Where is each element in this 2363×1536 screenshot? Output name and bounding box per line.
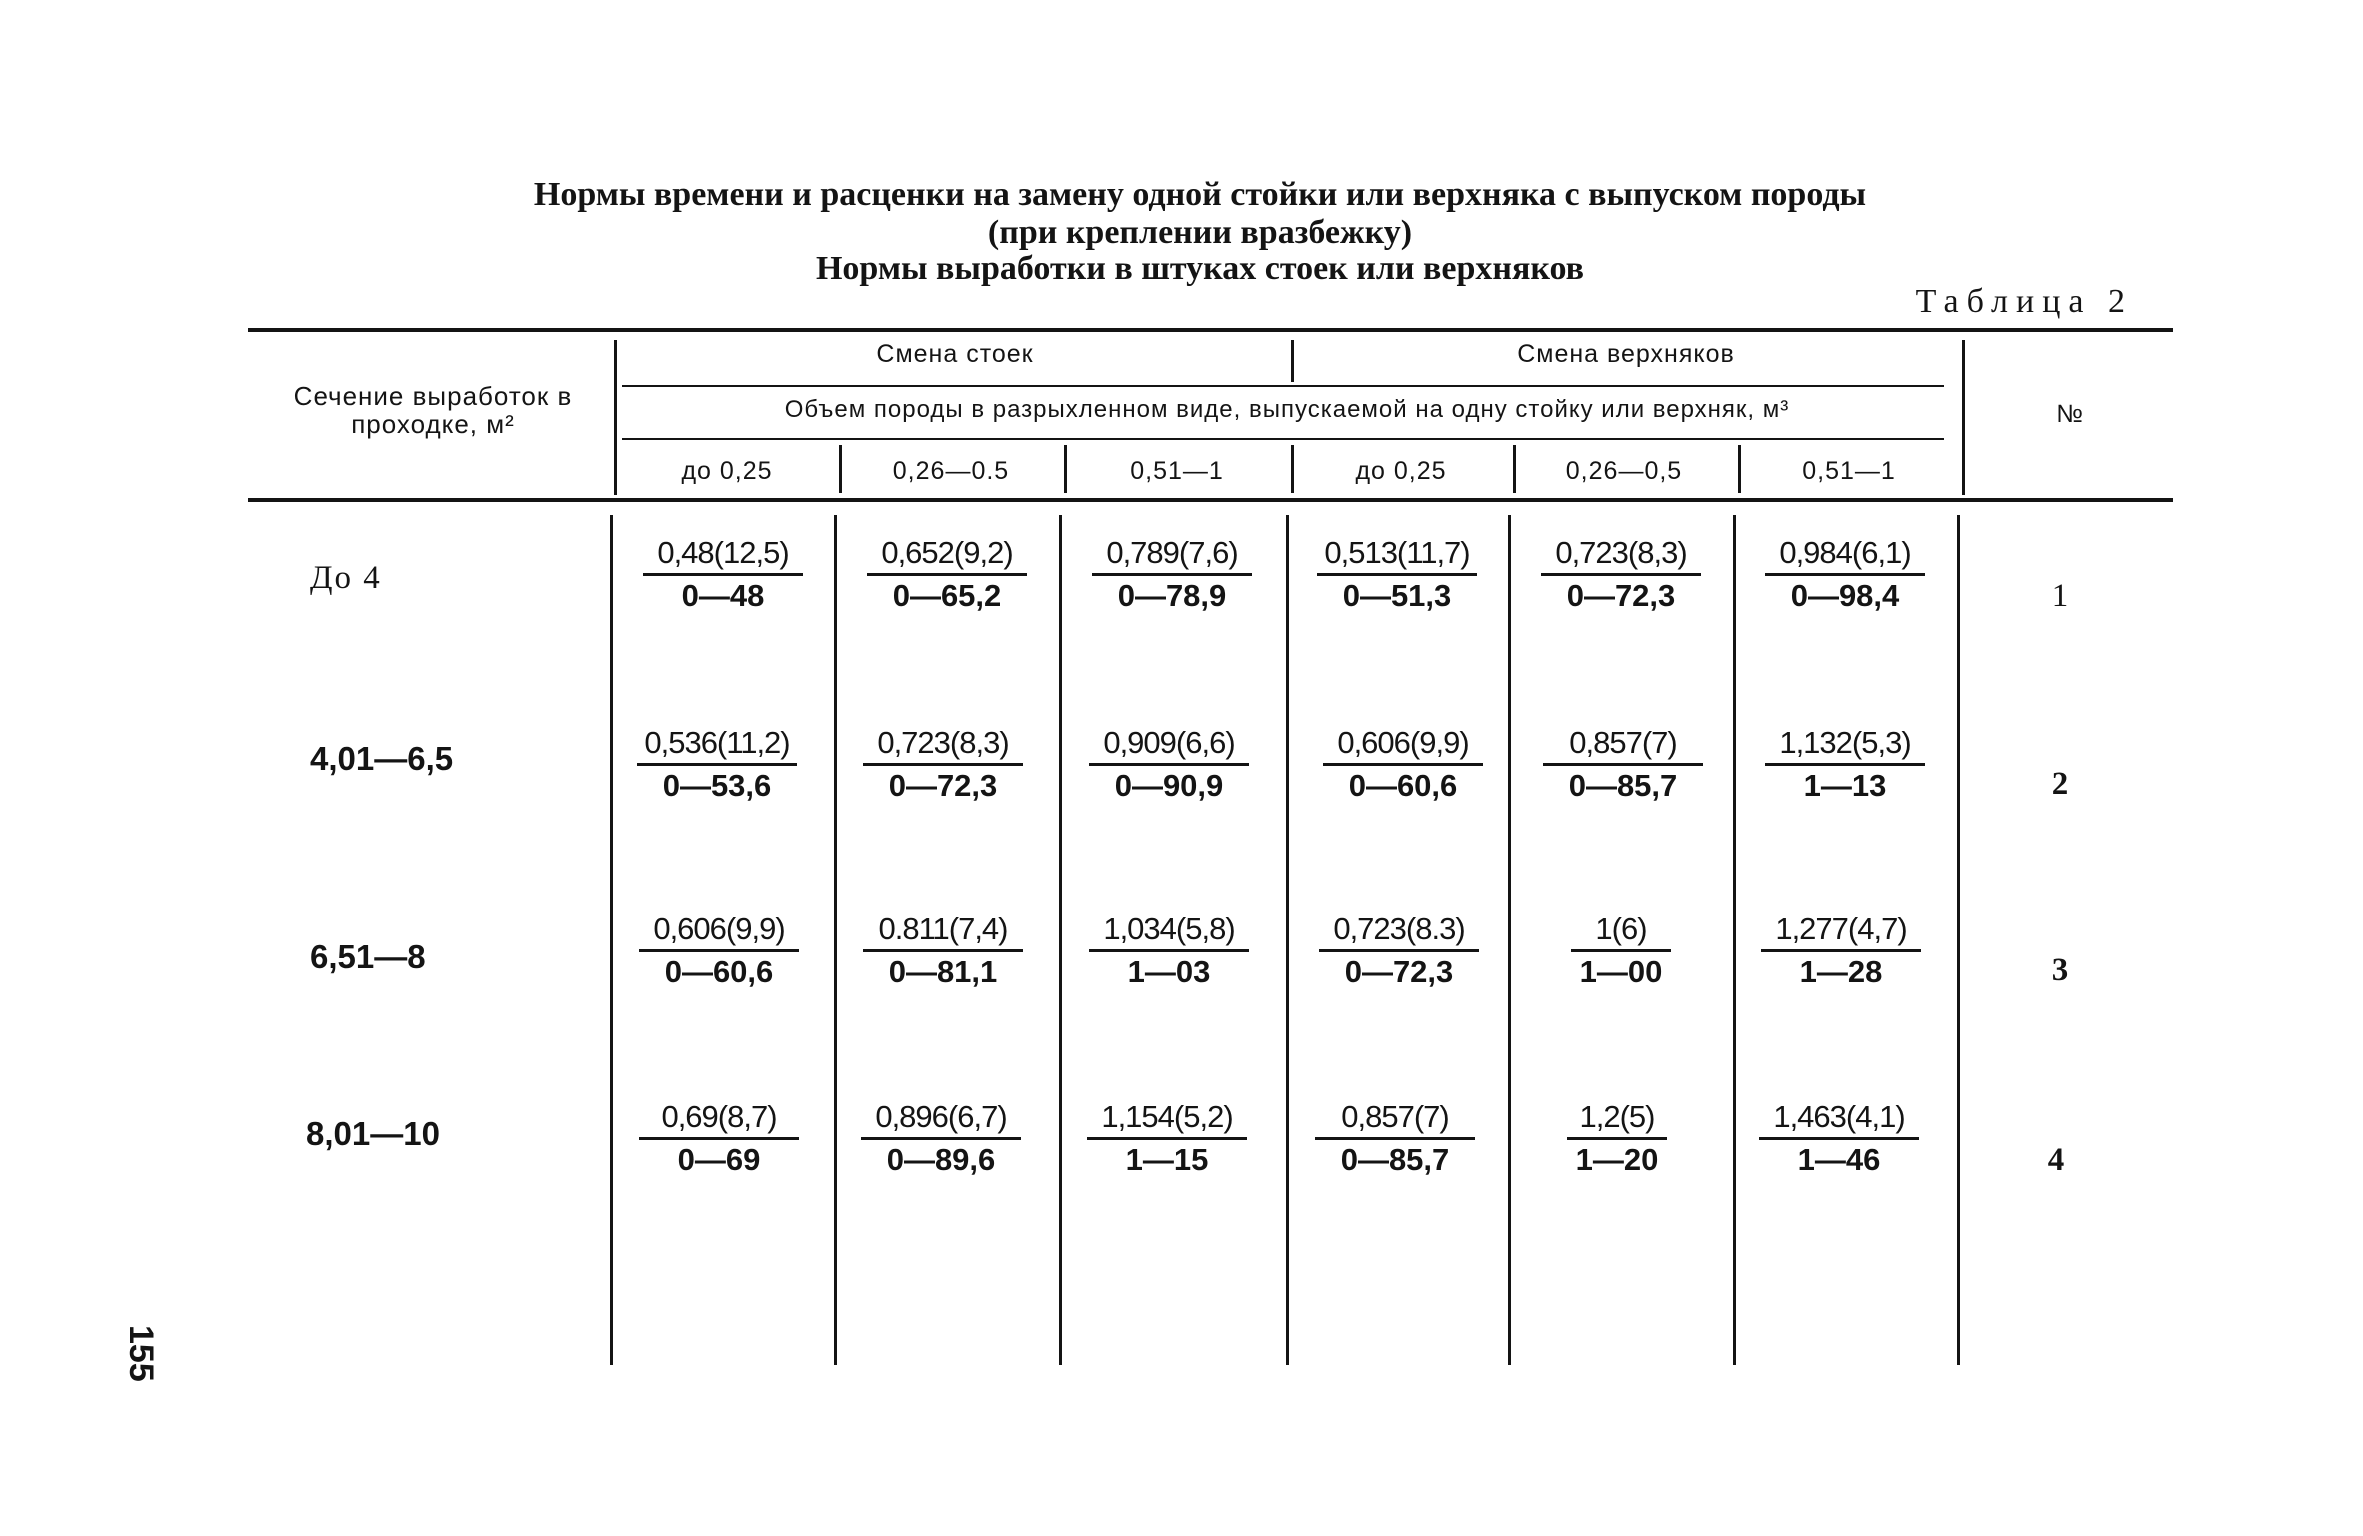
cell-rate: 0—65,2 [892,578,1002,613]
table-cell [632,724,802,804]
subcol-divider-3-header [1291,445,1294,493]
row-number: 1 [2051,578,2069,614]
table-cell [862,534,1032,614]
table-cell [858,910,1028,990]
table-title-line-1: Нормы времени и расценки на замену одной стойки или верхняка с выпуском породы [533,176,1867,213]
fraction-bar [1087,1137,1247,1140]
cell-rate: 0—90,9 [1114,768,1224,803]
table-cell [1318,724,1488,804]
cell-time-norm: 0,857(7) [1569,725,1677,760]
table-cell [1756,910,1926,990]
table-cell [1087,534,1257,614]
table-cell [1084,724,1254,804]
fraction-bar [1543,763,1703,766]
col-divider-right-header [1962,340,1965,495]
cell-time-norm: 0.811(7,4) [878,911,1008,946]
col-divider-5-body [1508,515,1511,1365]
table-cell [1082,1098,1252,1178]
cell-time-norm: 0,652(9,2) [881,535,1013,570]
col-divider-2-body [834,515,837,1365]
row-label: До 4 [310,560,382,596]
fraction-bar [1315,1137,1475,1140]
subcol-divider-4-header [1513,445,1516,493]
col-divider-7-body [1957,515,1960,1365]
cell-time-norm: 0,723(8,3) [877,725,1009,760]
cell-rate: 0—53,6 [662,768,772,803]
table-cell [638,534,808,614]
fraction-bar [1089,763,1249,766]
cell-rate: 0—98,4 [1790,578,1900,613]
row-number: 2 [2051,766,2069,802]
table-top-rule [248,328,2173,332]
cell-time-norm: 1,132(5,3) [1779,725,1911,760]
cell-rate: 0—78,9 [1117,578,1227,613]
fraction-bar [1759,1137,1919,1140]
row-number: 4 [2047,1142,2065,1178]
cell-time-norm: 0,606(9,9) [1337,725,1469,760]
fraction-bar [1567,1137,1667,1140]
cell-rate: 0—72,3 [1344,954,1454,989]
cell-rate: 0—89,6 [886,1142,996,1177]
table-cell [634,910,804,990]
row-label: 4,01—6,5 [310,740,454,777]
cell-rate: 0—72,3 [1566,578,1676,613]
cell-time-norm: 0,857(7) [1341,1099,1449,1134]
fraction-bar [1761,949,1921,952]
header-group-stoek: Смена стоек [876,340,1034,368]
fraction-bar [1571,949,1671,952]
cell-time-norm: 1,2(5) [1579,1099,1655,1134]
fraction-bar [639,1137,799,1140]
cell-rate: 0—81,1 [888,954,998,989]
cell-rate: 0—51,3 [1342,578,1452,613]
header-volume: Объем породы в разрыхленном виде, выпускаемой на одну стойку или верхняк, м³ [784,396,1790,423]
subcol-header: до 0,25 [681,457,773,485]
cell-rate: 1—46 [1797,1142,1881,1177]
cell-time-norm: 0,723(8,3) [1555,535,1687,570]
cell-time-norm: 0,536(11,2) [644,725,790,760]
table-cell [1084,910,1254,990]
subcol-header: 0,51—1 [1130,457,1224,485]
table-cell [1312,534,1482,614]
cell-time-norm: 1,463(4,1) [1773,1099,1905,1134]
fraction-bar [1765,763,1925,766]
cell-time-norm: 0,69(8,7) [661,1099,777,1134]
subcol-header: 0,26—0.5 [892,457,1010,485]
table-cell [858,724,1028,804]
col-divider-6-body [1733,515,1736,1365]
row-label: 6,51—8 [310,938,426,975]
group-divider-header [1291,340,1294,382]
cell-rate: 0—72,3 [888,768,998,803]
table-cell [1754,1098,1924,1178]
page-number: 155 [122,1325,160,1382]
cell-time-norm: 0,48(12,5) [657,535,789,570]
fraction-bar [863,949,1023,952]
cell-time-norm: 0,513(11,7) [1324,535,1470,570]
cell-time-norm: 0,984(6,1) [1779,535,1911,570]
table-cell [634,1098,804,1178]
table-cell [1760,534,1930,614]
subcol-divider-2-header [1064,445,1067,493]
fraction-bar [1323,763,1483,766]
cell-time-norm: 1(6) [1595,911,1647,946]
cell-time-norm: 1,277(4,7) [1775,911,1907,946]
fraction-bar [867,573,1027,576]
fraction-bar [1089,949,1249,952]
cell-rate: 0—48 [681,578,765,613]
cell-rate: 1—15 [1125,1142,1209,1177]
col-divider-3-body [1059,515,1062,1365]
subcol-header: до 0,25 [1355,457,1447,485]
fraction-bar [1319,949,1479,952]
fraction-bar [1765,573,1925,576]
cell-time-norm: 0,723(8.3) [1333,911,1465,946]
cell-time-norm: 1,034(5,8) [1103,911,1235,946]
table-cell [1760,724,1930,804]
header-num-column: № [2056,400,2084,428]
fraction-bar [639,949,799,952]
cell-rate: 1—13 [1803,768,1887,803]
cell-time-norm: 0,909(6,6) [1103,725,1235,760]
cell-rate: 0—60,6 [1348,768,1458,803]
cell-rate: 0—85,7 [1340,1142,1450,1177]
table-cell [1310,1098,1480,1178]
table-cell [856,1098,1026,1178]
fraction-bar [1317,573,1477,576]
subcol-header: 0,51—1 [1802,457,1896,485]
fraction-bar [1092,573,1252,576]
cell-rate: 1—20 [1575,1142,1659,1177]
table-cell [1532,1098,1702,1178]
header-group-verkhnyakov: Смена верхняков [1517,340,1735,368]
cell-rate: 0—60,6 [664,954,774,989]
table-cell [1314,910,1484,990]
row-number: 3 [2051,952,2069,988]
cell-time-norm: 0,789(7,6) [1106,535,1238,570]
cell-time-norm: 1,154(5,2) [1101,1099,1233,1134]
fraction-bar [1541,573,1701,576]
col-divider-4-body [1286,515,1289,1365]
fraction-bar [861,1137,1021,1140]
cell-rate: 1—00 [1579,954,1663,989]
header-bottom-rule [248,498,2173,502]
cell-rate: 0—85,7 [1568,768,1678,803]
cell-rate: 1—28 [1799,954,1883,989]
table-cell [1536,534,1706,614]
group-header-rule [622,385,1944,387]
subcol-divider-1-header [839,445,842,493]
fraction-bar [637,763,797,766]
volume-header-rule [622,438,1944,440]
col-divider-1-body [610,515,613,1365]
cell-rate: 1—03 [1127,954,1211,989]
fraction-bar [863,763,1023,766]
cell-time-norm: 0,896(6,7) [875,1099,1007,1134]
subcol-divider-5-header [1738,445,1741,493]
table-cell [1536,910,1706,990]
cell-time-norm: 0,606(9,9) [653,911,785,946]
row-label: 8,01—10 [306,1115,440,1152]
table-title-line-2: (при креплении вразбежку) [987,214,1413,251]
header-section-column: Сечение выработок в проходке, м² [293,381,573,439]
cell-rate: 0—69 [677,1142,761,1177]
subcol-header: 0,26—0,5 [1565,457,1683,485]
fraction-bar [643,573,803,576]
table-cell [1538,724,1708,804]
table-label: Таблица 2 [1915,283,2133,320]
table-title-line-3: Нормы выработки в штуках стоек или верхняков [815,250,1585,287]
